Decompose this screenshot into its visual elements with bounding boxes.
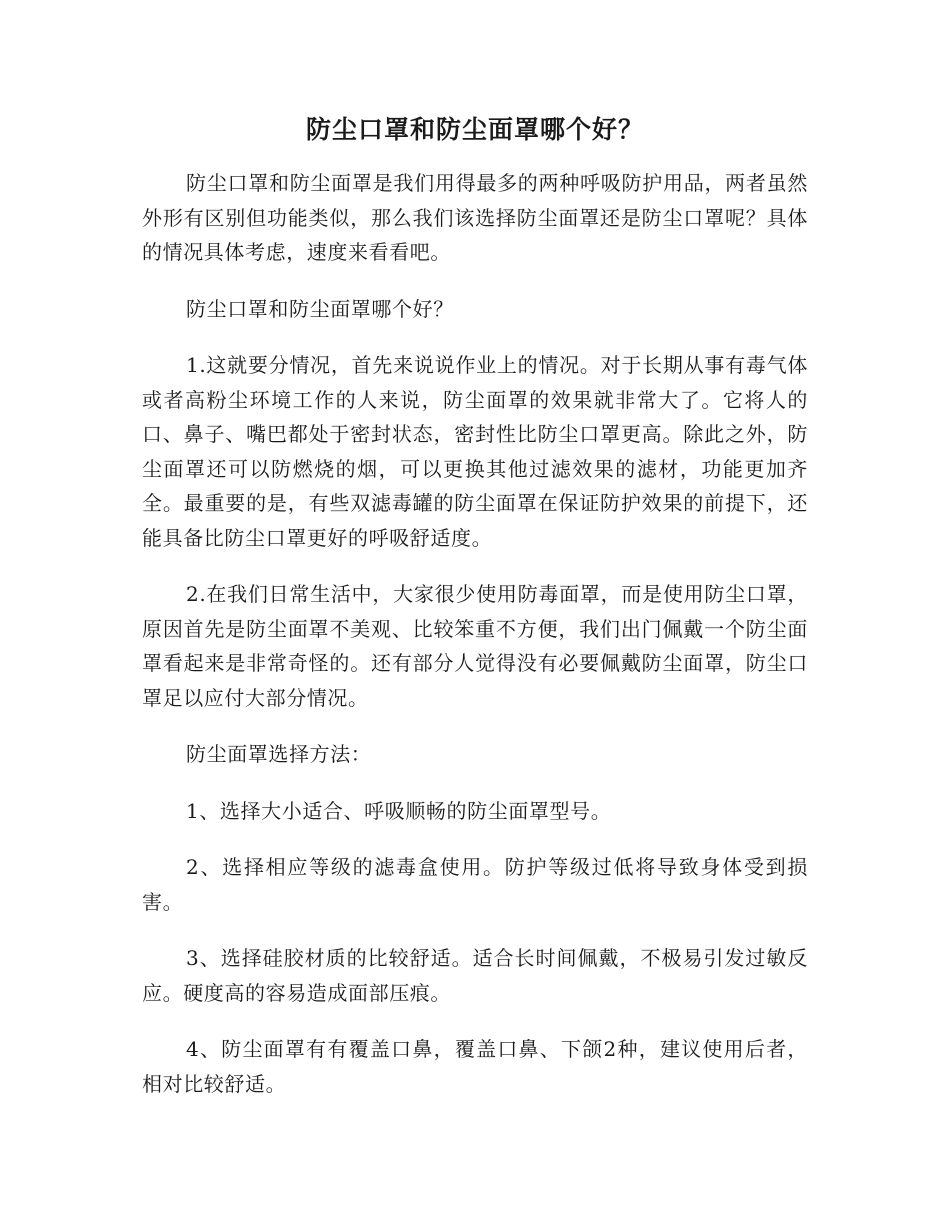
point-2-paragraph: 2.在我们日常生活中，大家很少使用防毒面罩，而是使用防尘口罩，原因首先是防尘面罩不美观、比较笨重不方便，我们出门佩戴一个防尘面罩看起来是非常奇怪的。还有部分人觉得没有必要佩戴防尘面罩，防尘口罩足以应付大部分情况。 [142, 582, 808, 710]
selection-method-heading: 防尘面罩选择方法： [186, 742, 372, 766]
question-heading: 防尘口罩和防尘面罩哪个好？ [186, 296, 454, 321]
method-item-1: 1、选择大小适合、呼吸顺畅的防尘面罩型号。 [186, 798, 612, 823]
intro-paragraph: 防尘口罩和防尘面罩是我们用得最多的两种呼吸防护用品，两者虽然外形有区别但功能类似，那么我们该选择防尘面罩还是防尘口罩呢？具体的情况具体考虑，速度来看看吧。 [142, 171, 808, 264]
document-title: 防尘口罩和防尘面罩哪个好？ [305, 115, 644, 144]
document-body [142, 166, 808, 1123]
method-item-4: 4、防尘面罩有有覆盖口鼻，覆盖口鼻、下颌2种，建议使用后者，相对比较舒适。 [142, 1037, 808, 1096]
point-1-paragraph: 1.这就要分情况，首先来说说作业上的情况。对于长期从事有毒气体或者高粉尘环境工作的人来说，防尘面罩的效果就非常大了。它将人的口、鼻子、嘴巴都处于密封状态，密封性比防尘口罩更高。除此之外，防尘面罩还可以防燃烧的烟，可以更换其他过滤效果的滤材，功能更加齐全。最重要的是，有些双滤毒罐的防尘面罩在保证防护效果的前提下，还能具备比防尘口罩更好的呼吸舒适度。 [142, 353, 808, 550]
method-item-2: 2、选择相应等级的滤毒盒使用。防护等级过低将导致身体受到损害。 [142, 855, 808, 914]
method-item-3: 3、选择硅胶材质的比较舒适。适合长时间佩戴，不极易引发过敏反应。硬度高的容易造成面部压痕。 [142, 946, 808, 1005]
